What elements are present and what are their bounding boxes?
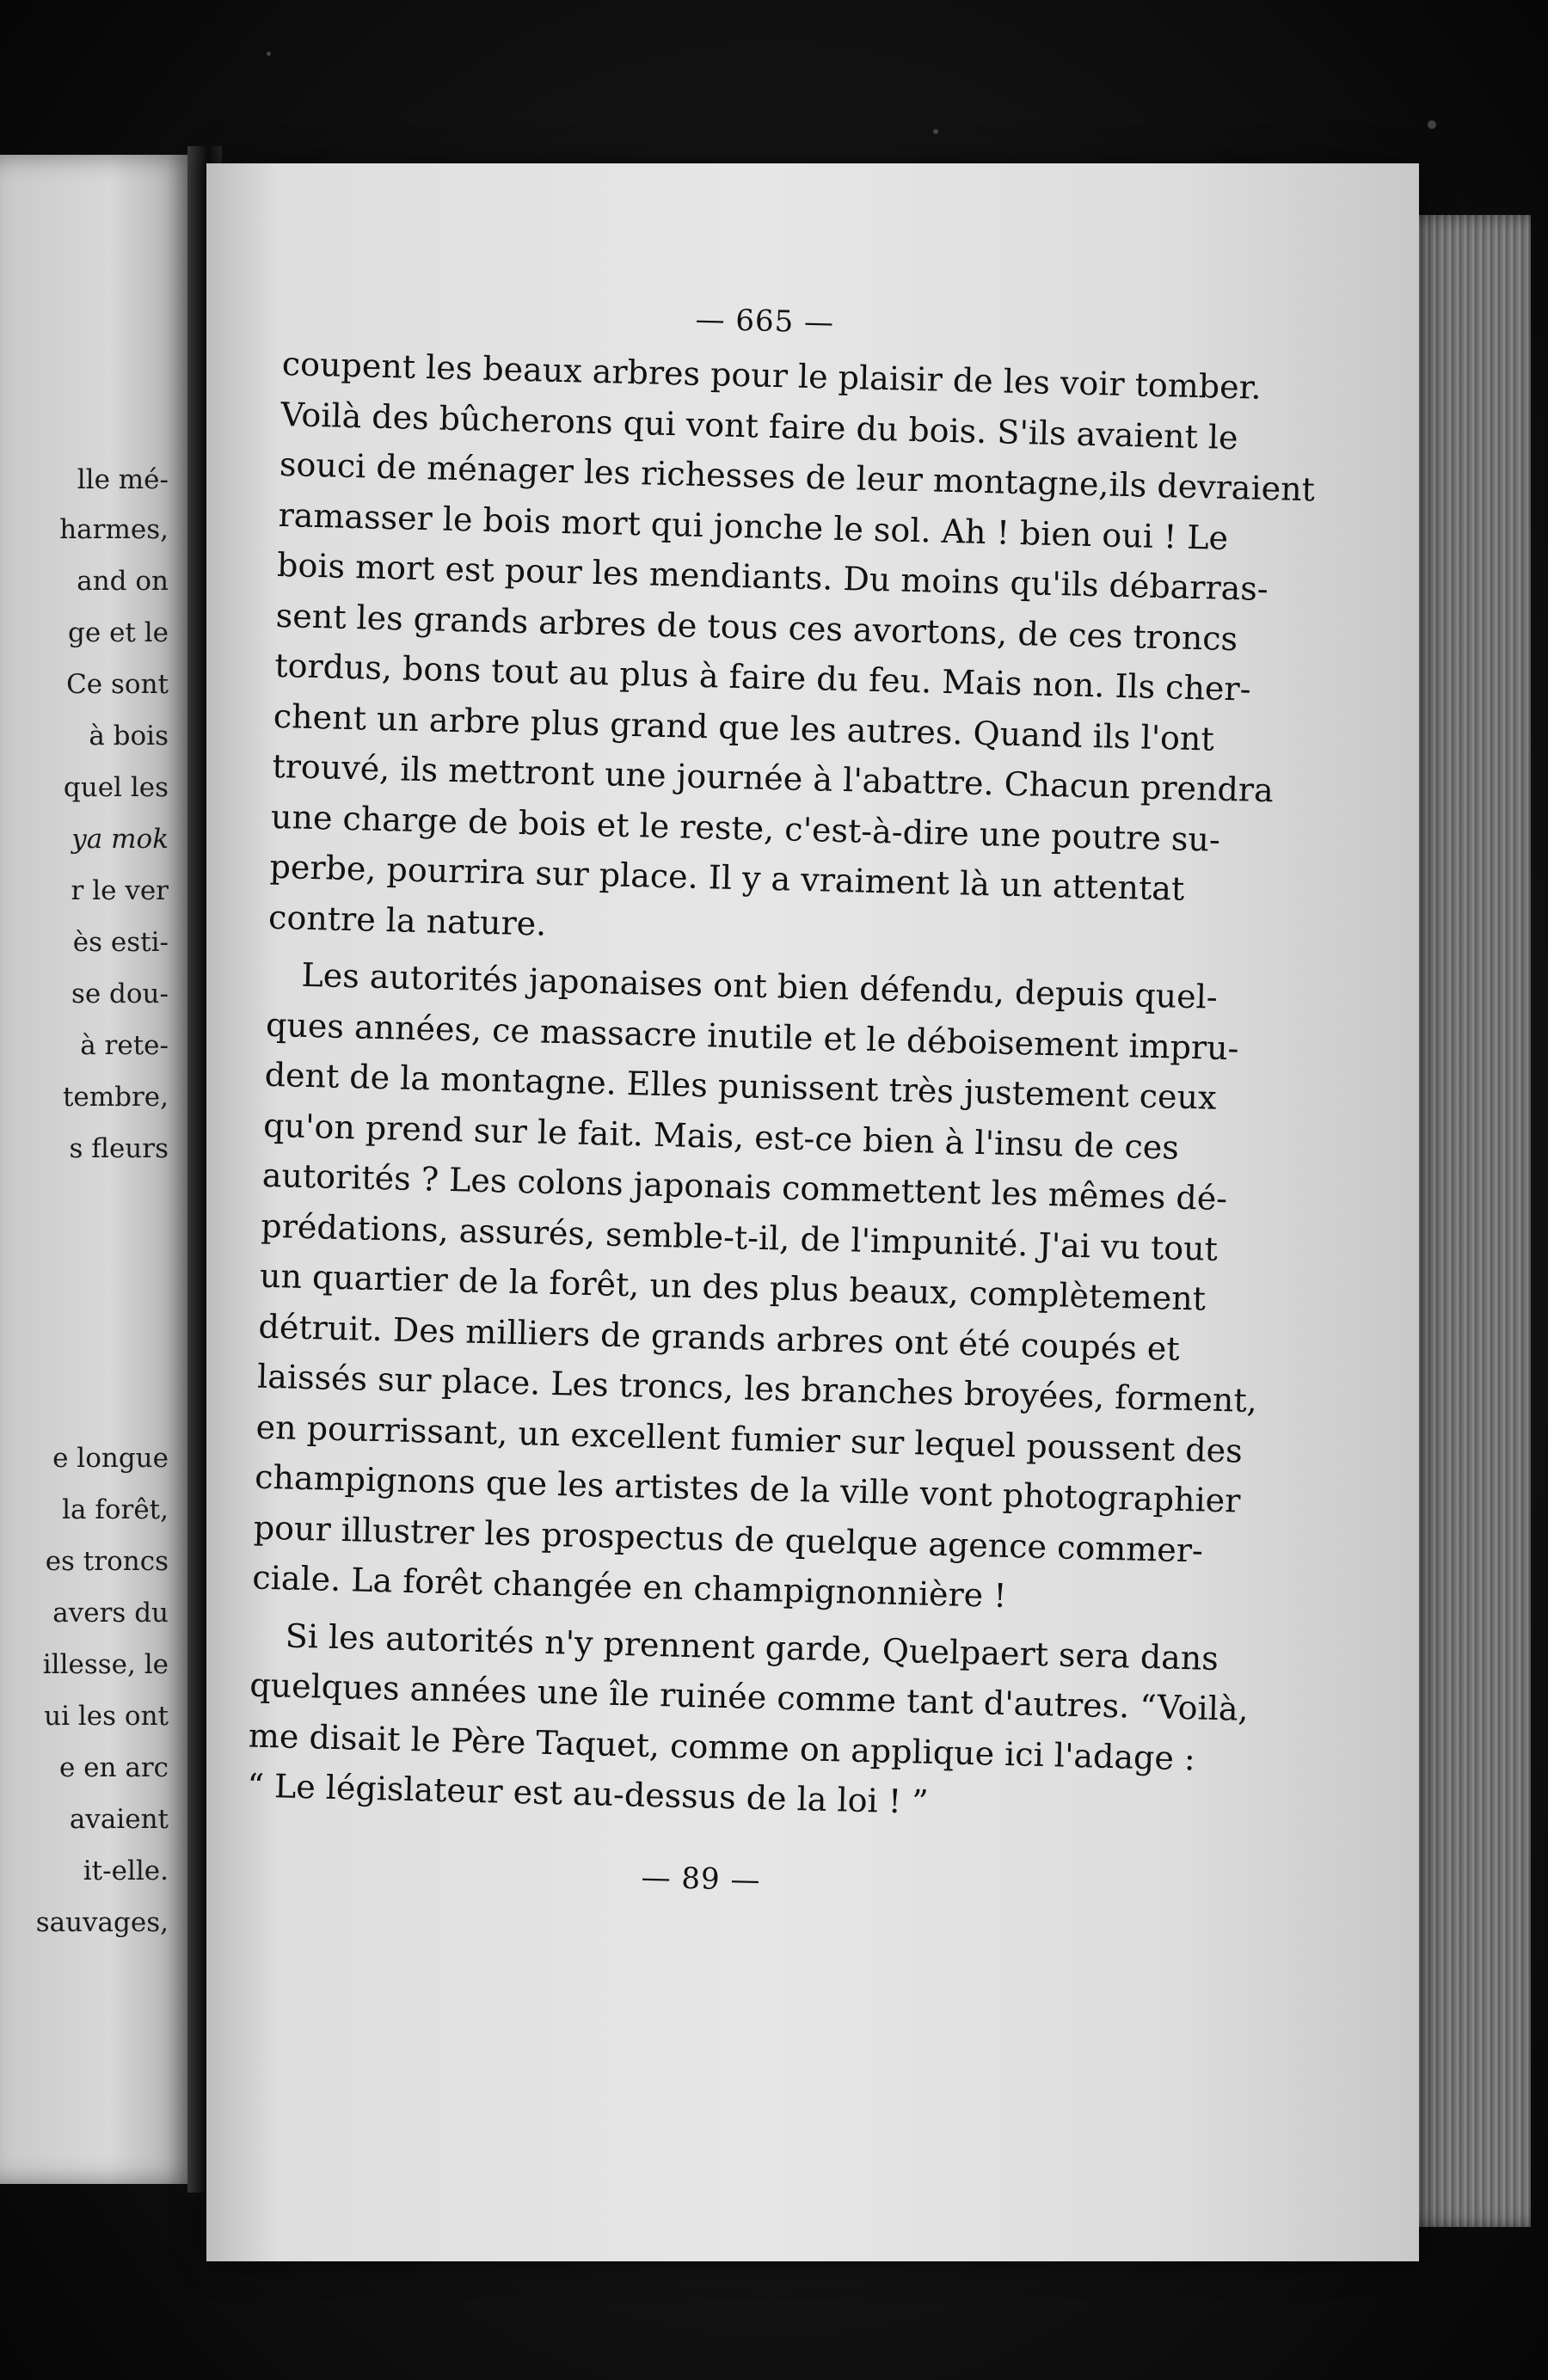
text-line: Les autorités japonaises ont bien défendu, depuis quel- <box>301 955 1219 1016</box>
text-line: champignons que les artistes de la ville vont photographier <box>254 1457 1241 1520</box>
left-line: illesse, le <box>42 1649 169 1680</box>
left-line: ès esti- <box>72 927 169 958</box>
left-line: avers du <box>52 1598 169 1629</box>
text-line: souci de ménager les richesses de leur montagne,ils devraient <box>279 445 1316 509</box>
paragraph-3 <box>247 1610 1250 1833</box>
text-line: en pourrissant, un excellent fumier sur lequel poussent des <box>255 1408 1244 1470</box>
text-line: trouvé, ils mettront une journée à l'abattre. Chacun prendra <box>272 746 1275 810</box>
dust-speck <box>267 52 271 56</box>
left-line: r le ver <box>71 875 169 906</box>
text-line: bois mort est pour les mendiants. Du moins qu'ils débarras- <box>276 545 1269 609</box>
text-line: Voilà des bûcherons qui vont faire du bois. S'ils avaient le <box>280 395 1239 457</box>
text-line: me disait le Père Taquet, comme on applique ici l'adage : <box>248 1716 1196 1777</box>
text-line: laissés sur place. Les troncs, les branches broyées, forment, <box>256 1357 1258 1420</box>
text-line: détruit. Des milliers de grands arbres ont été coupés et <box>258 1307 1181 1368</box>
running-head-page-number: — 665 — <box>695 302 835 340</box>
left-line: tembre, <box>62 1082 169 1113</box>
text-line: un quartier de la forêt, un des plus beaux, complètement <box>259 1256 1207 1318</box>
text-line: qu'on prend sur le fait. Mais, est-ce bien à l'insu de ces <box>262 1106 1180 1167</box>
text-line: Si les autorités n'y prennent garde, Quelpaert sera dans <box>285 1616 1219 1678</box>
left-line: harmes, <box>59 514 169 545</box>
left-line: sauvages, <box>35 1907 169 1938</box>
left-line: avaient <box>69 1804 169 1835</box>
left-line: e longue <box>52 1443 169 1474</box>
left-line: à bois <box>89 721 169 751</box>
text-line: ciale. La forêt changée en champignonnière ! <box>251 1558 1008 1615</box>
text-line: chent un arbre plus grand que les autres. Quand ils l'ont <box>273 696 1215 758</box>
text-line: tordus, bons tout au plus à faire du feu. Mais non. Ils cher- <box>273 646 1252 708</box>
left-line: ui les ont <box>44 1701 169 1732</box>
paragraph-2 <box>251 949 1258 1625</box>
dust-speck <box>1428 120 1436 129</box>
left-line: se dou- <box>71 978 169 1009</box>
left-line: and on <box>77 566 169 597</box>
left-line: s fleurs <box>69 1133 169 1164</box>
left-line: Ce sont <box>66 669 169 700</box>
text-line: sent les grands arbres de tous ces avortons, de ces troncs <box>275 596 1238 658</box>
left-line: es troncs <box>45 1546 169 1577</box>
left-line: quel les <box>63 772 169 803</box>
paragraph-1 <box>267 339 1316 965</box>
left-line: lle mé- <box>77 464 169 495</box>
left-line: e en arc <box>58 1752 169 1783</box>
text-line: quelques années une île ruinée comme tant d'autres. “Voilà, <box>249 1665 1250 1728</box>
page-text-block <box>245 292 1316 1907</box>
text-line: contre la nature. <box>267 898 547 943</box>
left-page-fragment <box>0 155 198 2184</box>
left-line: à rete- <box>80 1030 169 1061</box>
left-line: ya mok <box>71 824 169 855</box>
dust-speck <box>933 129 938 134</box>
text-line: autorités ? Les colons japonais commettent les mêmes dé- <box>261 1156 1228 1218</box>
text-line: une charge de bois et le reste, c'est-à-dire une poutre su- <box>270 797 1221 859</box>
text-line: ramasser le bois mort qui jonche le sol. Ah ! bien oui ! Le <box>278 495 1229 557</box>
text-line: ques années, ce massacre inutile et le déboisement impru- <box>265 1005 1240 1067</box>
left-line: ge et le <box>68 617 169 648</box>
text-line: pour illustrer les prospectus de quelque agence commer- <box>253 1508 1204 1570</box>
left-line: la forêt, <box>62 1494 169 1525</box>
text-line: dent de la montagne. Elles punissent très justement ceux <box>264 1055 1218 1117</box>
text-line: perbe, pourrira sur place. Il y a vraiment là un attentat <box>269 847 1185 908</box>
left-line: it-elle. <box>83 1856 169 1886</box>
text-line: prédations, assurés, semble-t-il, de l'impunité. J'ai vu tout <box>260 1206 1219 1268</box>
text-line: “ Le législateur est au-dessus de la loi ! ” <box>247 1766 930 1821</box>
folio-page-number: — 89 — <box>641 1860 761 1898</box>
text-line: coupent les beaux arbres pour le plaisir de les voir tomber. <box>281 344 1262 407</box>
